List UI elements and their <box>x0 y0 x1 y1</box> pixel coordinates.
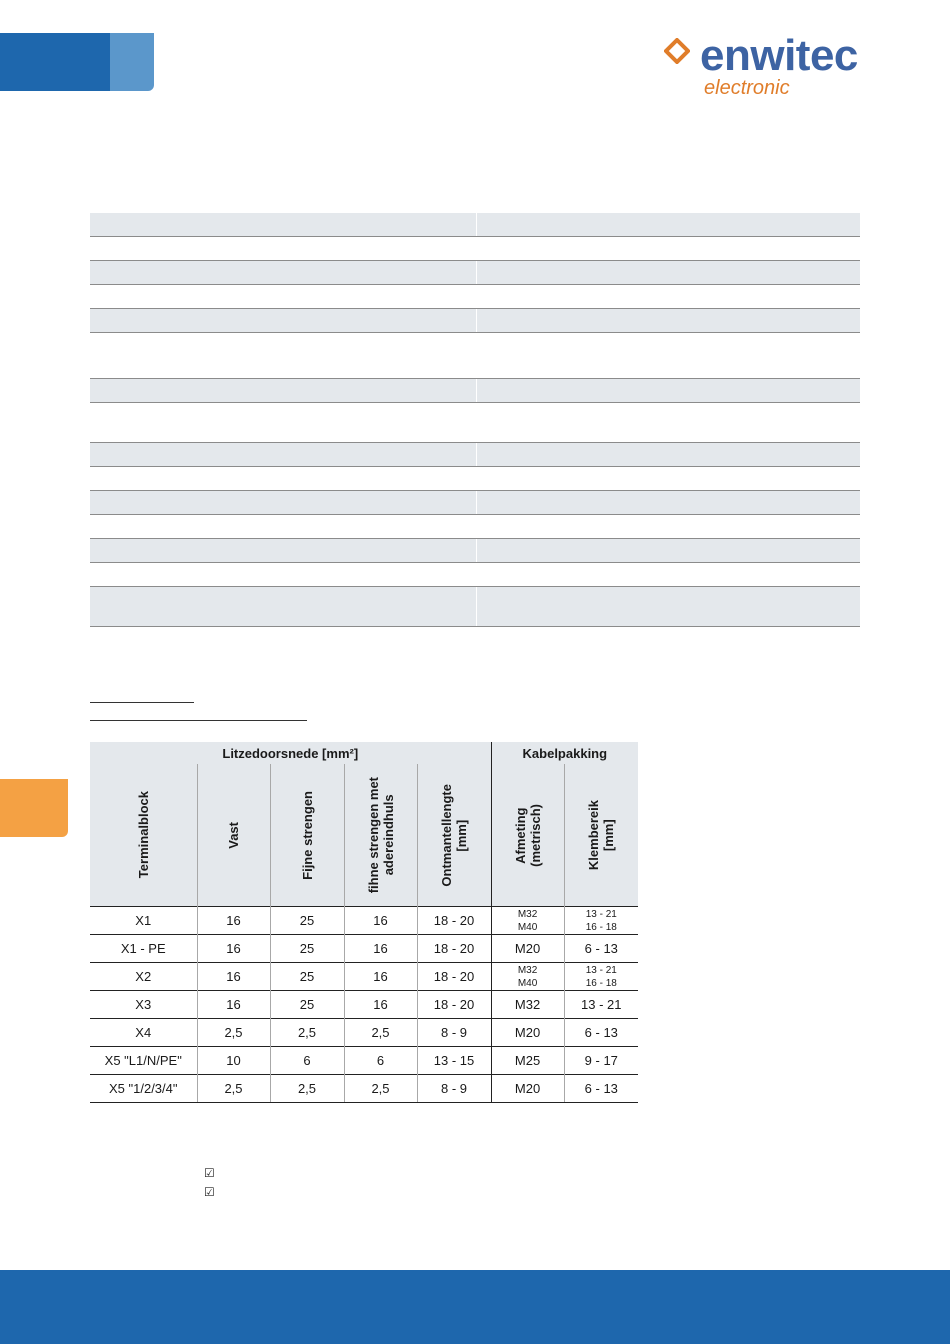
cell-afmeting-line: M40 <box>517 977 538 989</box>
spec-row <box>90 539 860 563</box>
cell-afmeting: M32 <box>491 991 564 1019</box>
spec-row <box>90 515 860 539</box>
cell-ontmantellengte: 18 - 20 <box>417 907 491 935</box>
cell-afmeting-line: M32 <box>517 908 538 920</box>
logo-diamond-icon <box>664 38 690 64</box>
cell-terminalblock: X3 <box>90 991 197 1019</box>
terminal-block-table <box>90 742 638 1103</box>
cell-afmeting <box>491 907 564 935</box>
table-row <box>90 1019 638 1047</box>
cell-klembereik-line: 13 - 21 <box>585 908 617 920</box>
cell-terminalblock: X4 <box>90 1019 197 1047</box>
spec-row <box>90 587 860 627</box>
spec-row <box>90 285 860 309</box>
cell-vast: 16 <box>197 907 270 935</box>
logo-wordmark: enwitec <box>700 31 858 80</box>
footer-bar <box>0 1270 950 1344</box>
spec-row <box>90 379 860 403</box>
column-header-klembereik: Klembereik [mm] <box>564 764 638 907</box>
cell-fijne-strengen: 2,5 <box>270 1075 344 1103</box>
cell-adereindhuls: 16 <box>344 907 417 935</box>
cell-afmeting-line: M40 <box>517 921 538 933</box>
cell-fijne-strengen: 2,5 <box>270 1019 344 1047</box>
cell-klembereik: 6 - 13 <box>564 1075 638 1103</box>
cell-fijne-strengen: 25 <box>270 907 344 935</box>
cell-klembereik: 9 - 17 <box>564 1047 638 1075</box>
cell-adereindhuls: 16 <box>344 963 417 991</box>
side-tab-marker <box>0 779 68 837</box>
spec-column-divider <box>476 515 477 538</box>
cell-ontmantellengte: 13 - 15 <box>417 1047 491 1075</box>
table-row <box>90 935 638 963</box>
column-header-vast: Vast <box>197 764 270 907</box>
cell-ontmantellengte: 8 - 9 <box>417 1019 491 1047</box>
section-underline-long <box>90 720 307 721</box>
spec-column-divider <box>476 213 477 236</box>
cell-vast: 16 <box>197 963 270 991</box>
cell-vast: 10 <box>197 1047 270 1075</box>
cell-klembereik-line: 13 - 21 <box>585 964 617 976</box>
checkbox-checked-icon: ☑ <box>204 1166 215 1180</box>
column-header-ontmantellengte: Ontmantellengte [mm] <box>417 764 491 907</box>
cell-adereindhuls: 16 <box>344 935 417 963</box>
cell-terminalblock: X5 "L1/N/PE" <box>90 1047 197 1075</box>
cell-adereindhuls: 16 <box>344 991 417 1019</box>
cell-klembereik-line: 16 - 18 <box>585 921 617 933</box>
table-row <box>90 907 638 935</box>
spec-row <box>90 213 860 237</box>
cell-fijne-strengen: 25 <box>270 991 344 1019</box>
spec-column-divider <box>476 587 477 626</box>
spec-column-divider <box>476 309 477 332</box>
spec-column-divider <box>476 379 477 402</box>
header-color-bar-light <box>110 33 154 91</box>
cell-fijne-strengen: 6 <box>270 1047 344 1075</box>
spec-column-divider <box>476 333 477 378</box>
cell-adereindhuls: 2,5 <box>344 1075 417 1103</box>
logo-subtitle: electronic <box>704 77 790 99</box>
spec-row <box>90 237 860 261</box>
header-color-bar <box>0 33 112 91</box>
spec-row <box>90 403 860 443</box>
cell-klembereik: 6 - 13 <box>564 1019 638 1047</box>
specification-table <box>90 213 860 627</box>
cell-terminalblock: X5 "1/2/3/4" <box>90 1075 197 1103</box>
cell-fijne-strengen: 25 <box>270 935 344 963</box>
cell-adereindhuls: 6 <box>344 1047 417 1075</box>
spec-row <box>90 333 860 379</box>
section-underline-short <box>90 702 194 703</box>
spec-column-divider <box>476 443 477 466</box>
cell-klembereik <box>564 907 638 935</box>
cell-vast: 2,5 <box>197 1075 270 1103</box>
cell-afmeting: M25 <box>491 1047 564 1075</box>
table-row <box>90 963 638 991</box>
table-row <box>90 991 638 1019</box>
spec-column-divider <box>476 539 477 562</box>
spec-column-divider <box>476 491 477 514</box>
cell-terminalblock: X2 <box>90 963 197 991</box>
enwitec-logo <box>660 30 900 102</box>
cell-klembereik-line: 16 - 18 <box>585 977 617 989</box>
table-row <box>90 1047 638 1075</box>
spec-row <box>90 491 860 515</box>
cell-adereindhuls: 2,5 <box>344 1019 417 1047</box>
group-header-gland: Kabelpakking <box>491 742 638 764</box>
spec-row <box>90 563 860 587</box>
cell-ontmantellengte: 18 - 20 <box>417 991 491 1019</box>
column-header-terminalblock: Terminalblock <box>90 764 197 907</box>
cell-vast: 16 <box>197 935 270 963</box>
spec-column-divider <box>476 403 477 442</box>
spec-column-divider <box>476 467 477 490</box>
cell-terminalblock: X1 <box>90 907 197 935</box>
spec-row <box>90 467 860 491</box>
cell-ontmantellengte: 18 - 20 <box>417 935 491 963</box>
spec-row <box>90 309 860 333</box>
cell-terminalblock: X1 - PE <box>90 935 197 963</box>
cell-fijne-strengen: 25 <box>270 963 344 991</box>
spec-column-divider <box>476 563 477 586</box>
column-header-afmeting: Afmeting (metrisch) <box>491 764 564 907</box>
cell-klembereik <box>564 963 638 991</box>
cell-afmeting <box>491 963 564 991</box>
cell-afmeting: M20 <box>491 1019 564 1047</box>
cell-afmeting: M20 <box>491 1075 564 1103</box>
cell-vast: 2,5 <box>197 1019 270 1047</box>
cell-ontmantellengte: 18 - 20 <box>417 963 491 991</box>
cell-vast: 16 <box>197 991 270 1019</box>
cell-afmeting-line: M32 <box>517 964 538 976</box>
spec-row <box>90 261 860 285</box>
group-header-cable-section: Litzedoorsnede [mm²] <box>90 742 491 764</box>
cell-klembereik: 13 - 21 <box>564 991 638 1019</box>
column-header-fijne-strengen: Fijne strengen <box>270 764 344 907</box>
spec-column-divider <box>476 285 477 308</box>
column-header-adereindhuls: fihne strengen met adereindhuls <box>344 764 417 907</box>
spec-column-divider <box>476 261 477 284</box>
cell-ontmantellengte: 8 - 9 <box>417 1075 491 1103</box>
checkbox-checked-icon: ☑ <box>204 1185 215 1199</box>
table-row <box>90 1075 638 1103</box>
cell-klembereik: 6 - 13 <box>564 935 638 963</box>
cell-afmeting: M20 <box>491 935 564 963</box>
spec-column-divider <box>476 237 477 260</box>
spec-row <box>90 443 860 467</box>
